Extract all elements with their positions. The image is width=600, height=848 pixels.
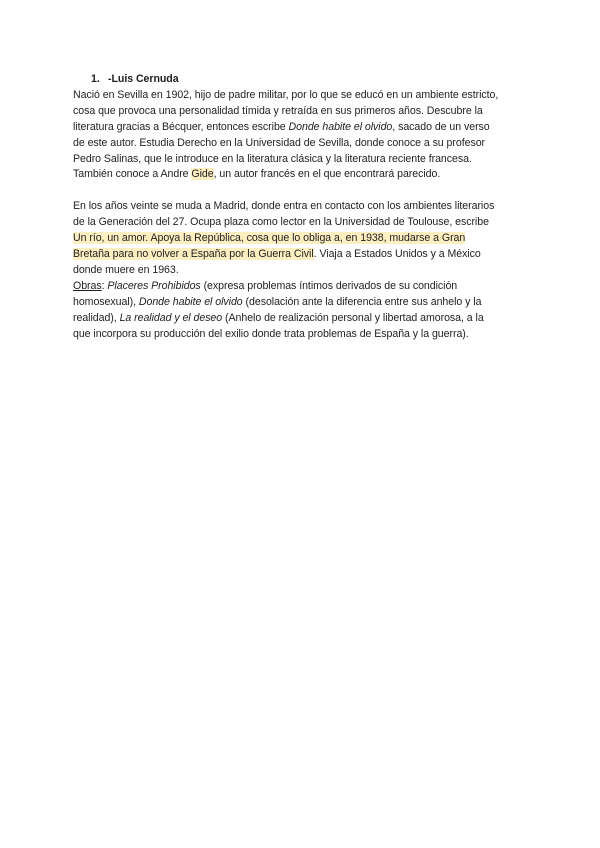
highlighted-text: Bretaña para no volver a España por la Guerra Civil [73,248,314,261]
text-line: que incorpora su producción del exilio donde trata problemas de España y la guerra). [73,327,469,340]
book-title: Donde habite el olvido [138,295,243,308]
text-line: En los años veinte se muda a Madrid, donde entra en contacto con los ambientes literarios [73,200,495,213]
text-run: literatura gracias a Bécquer, entonces escribe [73,120,289,133]
section-heading [73,72,531,88]
text-run: (Anhelo de realización personal y libertad amorosa, a la [222,311,484,324]
text-line [73,247,531,263]
text-line: Pedro Salinas, que le introduce en la literatura clásica y la literatura reciente francesa. [73,152,472,165]
text-run: (expresa problemas íntimos derivados de su condición [200,279,458,292]
works-label: Obras [73,279,102,292]
text-line: Nació en Sevilla en 1902, hijo de padre militar, por lo que se educó en un ambiente estricto, [73,88,499,101]
text-run: , sacado de un verso [392,120,490,133]
text-line [73,279,531,295]
book-title: Donde habite el olvido [288,120,393,133]
text-line [73,231,531,247]
text-line [73,311,531,327]
text-run: También conoce a Andre [73,168,192,181]
heading-title: -Luis Cernuda [108,73,179,85]
heading-number: 1. [91,73,100,85]
text-line: donde muere en 1963. [73,263,179,276]
book-title: La realidad y el deseo [119,311,223,324]
text-line: cosa que provoca una personalidad tímida y retraída en sus primeros años. Descubre la [73,104,483,117]
text-run: . Viaja a Estados Unidos y a México [313,248,481,261]
text-run: : [101,279,108,292]
text-line: de este autor. Estudia Derecho en la Universidad de Sevilla, donde conoce a su profesor [73,136,486,149]
works-paragraph [73,279,531,343]
text-run: homosexual), [73,295,139,308]
text-run: (desolación ante la diferencia entre sus anhelo y la [242,295,482,308]
book-title: Placeres Prohibidos [107,279,201,292]
paragraph-spacer [73,183,531,199]
text-line [73,295,531,311]
text-line [73,120,531,136]
highlighted-text: Un río, un amor. Apoya la República, cosa que lo obliga a, en 1938, mudarse a Gran [73,232,466,245]
biography-paragraph-2 [73,199,531,279]
text-line: de la Generación del 27. Ocupa plaza como lector en la Universidad de Toulouse, escribe [73,216,489,229]
biography-paragraph-1 [73,88,531,183]
document-body [73,72,531,343]
text-line [73,167,531,183]
highlighted-text: Gide [191,168,214,181]
text-run: , un autor francés en el que encontrará parecido. [213,168,441,181]
text-run: realidad), [73,311,120,324]
